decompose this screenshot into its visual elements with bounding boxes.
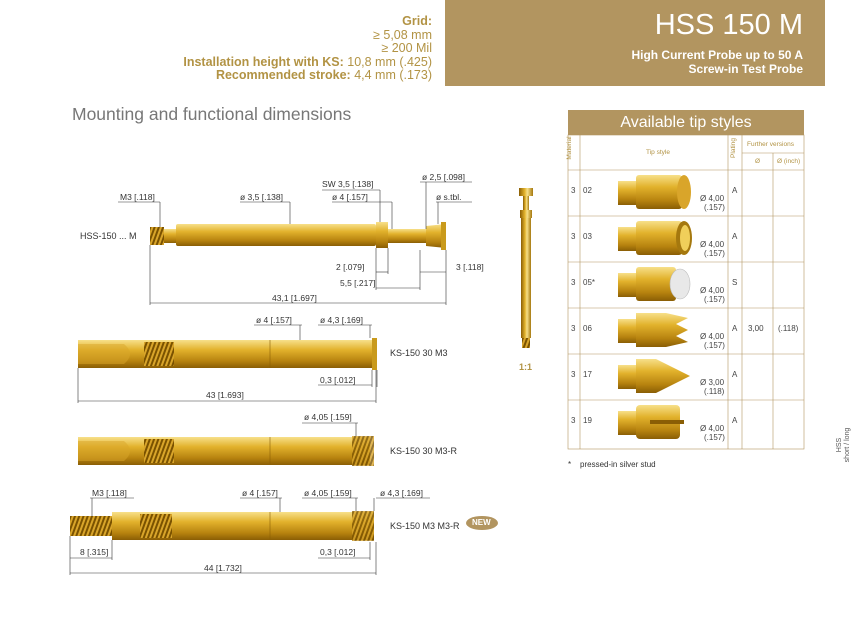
tip-row-dia: Ø 4,00 <box>700 240 725 249</box>
ks1-name: KS-150 30 M3 <box>390 348 448 358</box>
side-note <box>836 420 852 470</box>
ks1-drawing <box>78 338 377 370</box>
install-value: 10,8 mm (.425) <box>343 54 432 69</box>
tip-row-inch: (.157) <box>704 341 725 350</box>
dim-d4: ø 4 [.157] <box>332 192 368 202</box>
dim-d35: ø 3,5 [.138] <box>240 192 283 202</box>
install-label: Installation height with KS: <box>183 54 344 69</box>
tip-row-dia: Ø 4,00 <box>700 286 725 295</box>
tip-row-dia: Ø 4,00 <box>700 332 725 341</box>
side-note-line-2: short / long <box>844 427 851 463</box>
ks3-dim-d43: ø 4,3 [.169] <box>380 488 423 498</box>
ks3-dim-l03: 0,3 [.012] <box>320 547 356 557</box>
tip-row-plating: S <box>732 278 738 287</box>
col-plating: Plating <box>730 138 737 158</box>
ks1-dim-l43: 43 [1.693] <box>206 390 244 400</box>
footnote-text: pressed-in silver stud <box>580 460 656 469</box>
ks1-dim-d43: ø 4,3 [.169] <box>320 315 363 325</box>
ks3-name: KS-150 M3 M3-R <box>390 521 460 531</box>
grid-mil: ≥ 200 Mil <box>381 41 432 55</box>
ks2-dim-d405: ø 4,05 [.159] <box>304 412 352 422</box>
tip-row-plating: A <box>732 186 738 195</box>
tip-row-material: 3 <box>571 232 576 241</box>
ks2-name: KS-150 30 M3-R <box>390 446 458 456</box>
section-title: Mounting and functional dimensions <box>72 104 352 124</box>
grid-mm: ≥ 5,08 mm <box>373 27 432 42</box>
probe-name: HSS-150 ... M <box>80 231 137 241</box>
col-tip-style: Tip style <box>646 149 670 156</box>
ks3-dim-l44: 44 [1.732] <box>204 563 242 573</box>
dim-l3: 3 [.118] <box>456 262 484 272</box>
ks3-dim-l8: 8 [.315] <box>80 547 109 557</box>
ks3-dim-d4: ø 4 [.157] <box>242 488 278 498</box>
tip-row-material: 3 <box>571 278 576 287</box>
tip-row-code: 05* <box>583 278 596 287</box>
subtitle-line-1: High Current Probe up to 50 A <box>631 48 803 62</box>
col-material: Material <box>566 136 573 160</box>
subtitle-line-2: Screw-in Test Probe <box>688 62 803 76</box>
ks3-dim-m3: M3 [.118] <box>92 488 127 498</box>
ks3-dim-d405: ø 4,05 [.159] <box>304 488 352 498</box>
tip-row-code: 19 <box>583 416 592 425</box>
tip-row-plating: A <box>732 232 738 241</box>
tip-row-inch: (.118) <box>704 387 725 396</box>
footnote <box>568 460 656 469</box>
tip-row-code: 03 <box>583 232 592 241</box>
stroke-value: 4,4 mm (.173) <box>350 68 432 82</box>
grid-label: Grid: <box>402 14 432 28</box>
tip-row-further-inch: (.118) <box>778 324 799 333</box>
tip-row-material: 3 <box>571 416 576 425</box>
tip-row-material: 3 <box>571 324 576 333</box>
dim-d25: ø 2,5 [.098] <box>422 172 465 182</box>
page-title: HSS 150 M <box>654 9 803 41</box>
tip-images <box>618 175 692 439</box>
new-badge: NEW <box>472 518 491 527</box>
ks1-dim-d4: ø 4 [.157] <box>256 315 292 325</box>
tip-row-material: 3 <box>571 186 576 195</box>
ks3-drawing <box>70 511 374 541</box>
dim-l55: 5,5 [.217] <box>340 278 376 288</box>
side-note-line-1: HSS <box>836 437 843 453</box>
tip-row-material: 3 <box>571 370 576 379</box>
tip-row-inch: (.157) <box>704 295 725 304</box>
tip-row-dia: Ø 3,00 <box>700 378 725 387</box>
dim-m3: M3 [.118] <box>120 192 155 202</box>
dim-l2: 2 [.079] <box>336 262 365 272</box>
stroke-label: Recommended stroke: <box>215 68 351 82</box>
scale-label: 1:1 <box>519 362 533 372</box>
ks1-dim-l03: 0,3 [.012] <box>320 375 356 385</box>
dim-dstbl: ø s.tbl. <box>436 192 462 202</box>
probe-drawing <box>150 222 446 250</box>
tip-row-inch: (.157) <box>704 203 725 212</box>
ks2-drawing <box>78 436 374 466</box>
footnote-mark: * <box>568 460 572 469</box>
tip-row-dia: Ø 4,00 <box>700 424 725 433</box>
col-dia-inch: Ø (inch) <box>777 158 801 165</box>
dim-sw: SW 3,5 [.138] <box>322 179 374 189</box>
dim-l431: 43,1 [1.697] <box>272 293 317 303</box>
tip-row-code: 06 <box>583 324 592 333</box>
col-further: Further versions <box>747 141 794 148</box>
tip-row-inch: (.157) <box>704 249 725 258</box>
tip-row-plating: A <box>732 416 738 425</box>
tip-row-code: 02 <box>583 186 592 195</box>
tip-row-plating: A <box>732 370 738 379</box>
tip-row-further-dia: 3,00 <box>748 324 764 333</box>
tip-row-dia: Ø 4,00 <box>700 194 725 203</box>
ks2-dim-lines <box>302 423 358 436</box>
probe-scale-drawing <box>519 188 533 348</box>
col-dia: Ø <box>755 158 761 165</box>
tip-table-title: Available tip styles <box>568 110 804 135</box>
tip-row-code: 17 <box>583 370 592 379</box>
tip-row-plating: A <box>732 324 738 333</box>
tip-row-inch: (.157) <box>704 433 725 442</box>
